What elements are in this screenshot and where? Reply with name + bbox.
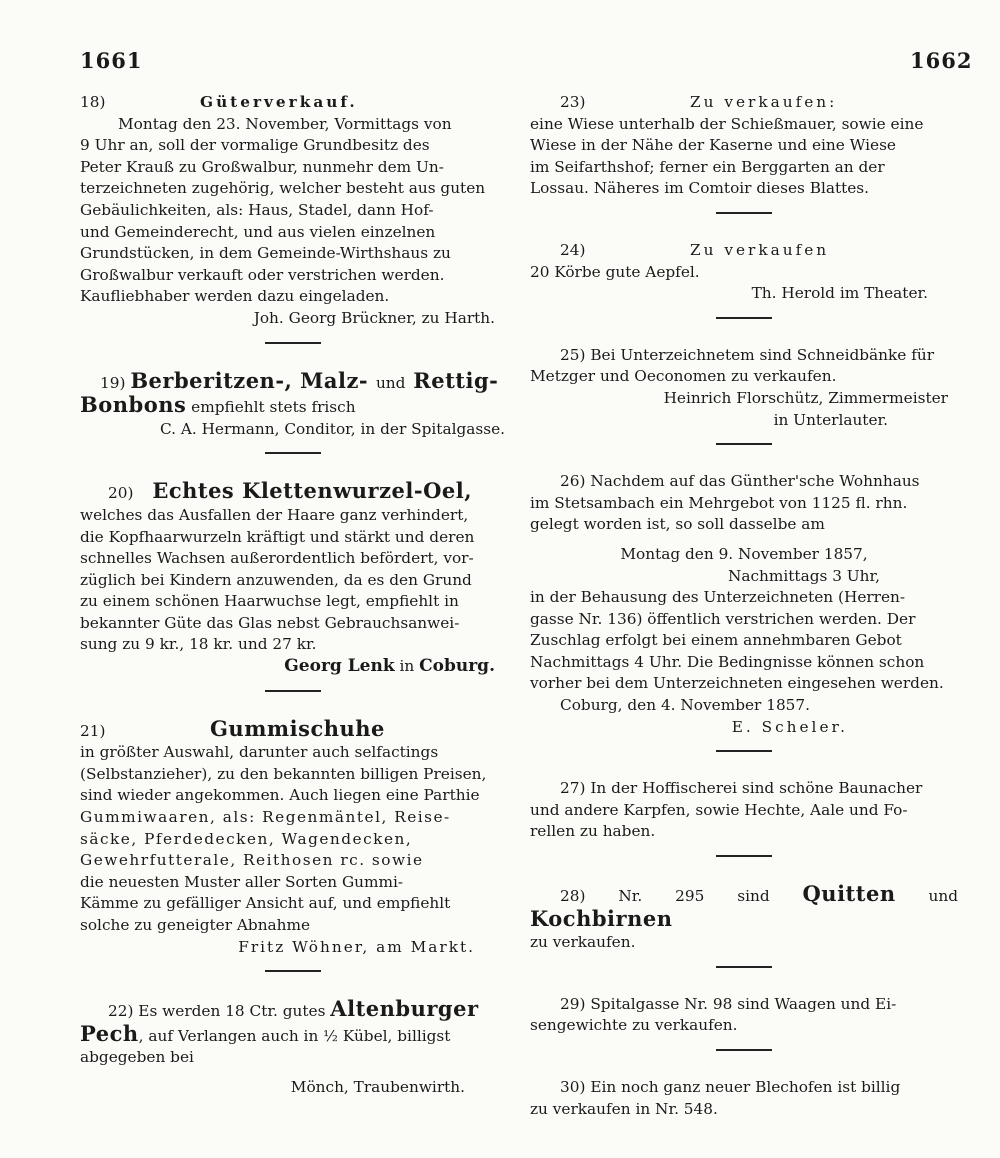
ad-text-line: abgegeben bei: [80, 1048, 194, 1067]
ad-signature: Fritz Wöhner, am Markt.: [238, 937, 475, 956]
ad-29: [530, 994, 958, 1037]
ad-text-line: die neuesten Muster aller Sorten Gummi-: [80, 872, 404, 891]
ad-number: 22): [108, 1002, 134, 1021]
ad-26: [530, 471, 958, 738]
ad-signature-in: in: [394, 657, 420, 676]
ad-signature: C. A. Hermann, Conditor, in der Spitalgasse.: [159, 419, 505, 438]
ad-text-line: eine Wiese unterhalb der Schießmauer, sowie eine: [530, 114, 924, 133]
ad-23: [530, 92, 958, 200]
ad-number: 19): [100, 373, 126, 392]
ad-text-line: Gebäulichkeiten, als: Haus, Stadel, dann Hof-: [80, 200, 434, 219]
ad-text-line: die Kopfhaarwurzeln kräftigt und stärkt und deren: [80, 527, 475, 546]
right-column: [530, 92, 958, 1120]
ad-text-line: gelegt worden ist, so soll dasselbe am: [530, 515, 825, 534]
ad-text: Nr. 295 sind: [585, 887, 803, 906]
ad-text-line: Gummiwaaren, als: Regenmäntel, Reise-: [80, 808, 451, 827]
ad-22: [80, 998, 505, 1098]
ad-18: [80, 92, 505, 330]
ad-text-line: zu verkaufen in Nr. 548.: [530, 1099, 718, 1118]
ad-text-line: bekannter Güte das Glas nebst Gebrauchsanwei-: [80, 613, 460, 632]
ad-signature-place: Coburg.: [419, 656, 495, 677]
ad-text-line: sung zu 9 kr., 18 kr. und 27 kr.: [80, 635, 317, 654]
ad-24-header: [530, 240, 958, 262]
ad-text-line: gasse Nr. 136) öffentlich verstrichen werden. Der: [530, 609, 916, 628]
ad-text: Bei Unterzeichnetem sind Schneidbänke für: [590, 345, 935, 364]
ad-28: [530, 883, 958, 954]
ad-21: [80, 715, 505, 959]
ad-signature: Joh. Georg Brückner, zu Harth.: [253, 308, 495, 327]
ad-text-line: säcke, Pferdedecken, Wagendecken,: [80, 829, 413, 848]
ad-text: und: [895, 887, 958, 906]
ad-number: 24): [560, 240, 586, 259]
ad-text-line: (Selbstanzieher), zu den bekannten billigen Preisen,: [80, 764, 487, 783]
ad-text-line: zu verkaufen.: [530, 933, 636, 952]
ad-signature: E. Scheler.: [731, 717, 848, 736]
ad-place-date: Coburg, den 4. November 1857.: [560, 696, 811, 715]
ad-number: 25): [560, 345, 586, 364]
ad-number: 23): [560, 93, 586, 111]
ad-25: [530, 345, 958, 431]
separator-rule: [716, 1049, 772, 1051]
ad-text-line: zu einem schönen Haarwuchse legt, empfiehlt in: [80, 592, 459, 611]
ad-text-line: Wiese in der Nähe der Kaserne und eine Wiese: [530, 136, 896, 155]
ad-number: 27): [560, 779, 586, 798]
ad-number: 26): [560, 472, 586, 491]
ad-signature-place: in Unterlauter.: [773, 410, 888, 429]
ad-bold: Kochbirnen: [530, 905, 673, 931]
ad-title: Güterverkauf.: [200, 93, 358, 111]
ad-number: 30): [560, 1078, 586, 1096]
ad-text: In der Hoffischerei sind schöne Baunacher: [590, 779, 923, 798]
ad-text-line: welches das Ausfallen der Haare ganz verhindert,: [80, 505, 469, 524]
ad-24: [530, 240, 958, 305]
ad-text-line: Großwalbur verkauft oder verstrichen werden.: [80, 265, 445, 284]
ad-title: Echtes Klettenwurzel-Oel,: [152, 478, 473, 504]
ad-27: [530, 778, 958, 843]
ad-text-line: vorher bei dem Unterzeichneten eingesehen werden.: [530, 674, 944, 693]
ad-text-line: Kämme zu gefälliger Ansicht auf, und empfiehlt: [80, 894, 451, 913]
ad-text-line: Zuschlag erfolgt bei einem annehmbaren Gebot: [530, 631, 902, 650]
ad-text-line: Lossau. Näheres im Comtoir dieses Blattes.: [530, 179, 870, 198]
separator-rule: [265, 690, 321, 692]
ad-date: Montag den 9. November 1857,: [620, 544, 868, 563]
separator-rule: [716, 443, 772, 445]
separator-rule: [265, 970, 321, 972]
separator-rule: [716, 855, 772, 857]
separator-rule: [716, 750, 772, 752]
page-number-left: 1661: [80, 48, 143, 73]
ad-18-header: [80, 92, 505, 114]
separator-rule: [716, 966, 772, 968]
ad-23-header: [530, 92, 958, 114]
separator-rule: [716, 317, 772, 319]
ad-text-line: und andere Karpfen, sowie Hechte, Aale und Fo-: [530, 800, 908, 819]
ad-signature: Mönch, Traubenwirth.: [290, 1077, 465, 1096]
ad-text-line: Montag den 23. November, Vormittags von: [118, 114, 452, 133]
ad-title: Zu verkaufen:: [690, 93, 838, 111]
ad-text-line: sengewichte zu verkaufen.: [530, 1016, 738, 1035]
ad-title-part: und: [375, 373, 406, 392]
separator-rule: [265, 452, 321, 454]
ad-number: 29): [560, 994, 586, 1013]
ad-text-line: Kaufliebhaber werden dazu eingeladen.: [80, 287, 390, 306]
ad-text-line: in der Behausung des Unterzeichneten (Herren-: [530, 588, 906, 607]
separator-rule: [716, 212, 772, 214]
ad-text-line: im Seifarthshof; ferner ein Berggarten an der: [530, 157, 885, 176]
ad-text-line: Gewehrfutterale, Reithosen rc. sowie: [80, 851, 424, 870]
ad-text-line: sind wieder angekommen. Auch liegen eine Parthie: [80, 786, 480, 805]
ad-text-line: terzeichneten zugehörig, welcher besteht aus guten: [80, 179, 486, 198]
ad-signature: Heinrich Florschütz, Zimmermeister: [663, 388, 948, 407]
ad-20: [80, 480, 505, 677]
ad-text-line: Metzger und Oeconomen zu verkaufen.: [530, 367, 837, 386]
ad-bold: Pech: [80, 1020, 139, 1046]
left-column: [80, 92, 505, 1099]
ad-text-line: rellen zu haben.: [530, 822, 656, 841]
ad-title-part: Rettig-: [405, 367, 499, 393]
ad-text-line: 20 Körbe gute Aepfel.: [530, 262, 700, 281]
ad-number: 18): [80, 93, 106, 111]
ad-text-line: züglich bei Kindern anzuwenden, da es den Grund: [80, 570, 472, 589]
page-number-right: 1662: [910, 48, 973, 73]
ad-time: Nachmittags 3 Uhr,: [727, 566, 881, 585]
ad-19: [80, 367, 505, 441]
ad-text-line: im Stetsambach ein Mehrgebot von 1125 fl. rhn.: [530, 493, 908, 512]
ad-text-line: Grundstücken, in dem Gemeinde-Wirthshaus zu: [80, 244, 451, 263]
ad-text-line: Peter Krauß zu Großwalbur, nunmehr dem Un-: [80, 157, 444, 176]
ad-title-part: Bonbons: [80, 392, 187, 418]
ad-text: Spitalgasse Nr. 98 sind Waagen und Ei-: [590, 994, 897, 1013]
ad-text: Ein noch ganz neuer Blechofen ist billig: [590, 1078, 901, 1096]
ad-text: Es werden 18 Ctr. gutes: [133, 1002, 331, 1021]
ad-text: empfiehlt stets frisch: [186, 398, 356, 417]
ad-bold: Altenburger: [330, 996, 479, 1022]
ad-title-part: Berberitzen-, Malz-: [130, 367, 376, 393]
ad-30: [530, 1077, 958, 1120]
ad-text-line: Nachmittags 4 Uhr. Die Bedingnisse können schon: [530, 652, 925, 671]
ad-title: Zu verkaufen: [690, 240, 830, 259]
ad-text-line: schnelles Wachsen außerordentlich befördert, vor-: [80, 549, 474, 568]
ad-title: Gummischuhe: [210, 715, 385, 741]
ad-text-line: solche zu geneigter Abnahme: [80, 916, 311, 934]
ad-text: Nachdem auf das Günther'sche Wohnhaus: [590, 472, 920, 491]
ad-text-line: und Gemeinderecht, und aus vielen einzelnen: [80, 222, 436, 241]
ad-text: , auf Verlangen auch in ½ Kübel, billigst: [138, 1026, 451, 1045]
ad-number: 28): [560, 887, 586, 906]
ad-number: 21): [80, 721, 106, 740]
ad-signature: Th. Herold im Theater.: [751, 284, 928, 303]
ad-text-line: 9 Uhr an, soll der vormalige Grundbesitz des: [80, 136, 430, 155]
ad-signature-name: Georg Lenk: [284, 656, 395, 677]
separator-rule: [265, 342, 321, 344]
ad-number: 20): [108, 484, 134, 503]
ad-21-header: [80, 715, 505, 743]
ad-text-line: in größter Auswahl, darunter auch selfactings: [80, 743, 439, 762]
ad-bold: Quitten: [802, 881, 896, 907]
